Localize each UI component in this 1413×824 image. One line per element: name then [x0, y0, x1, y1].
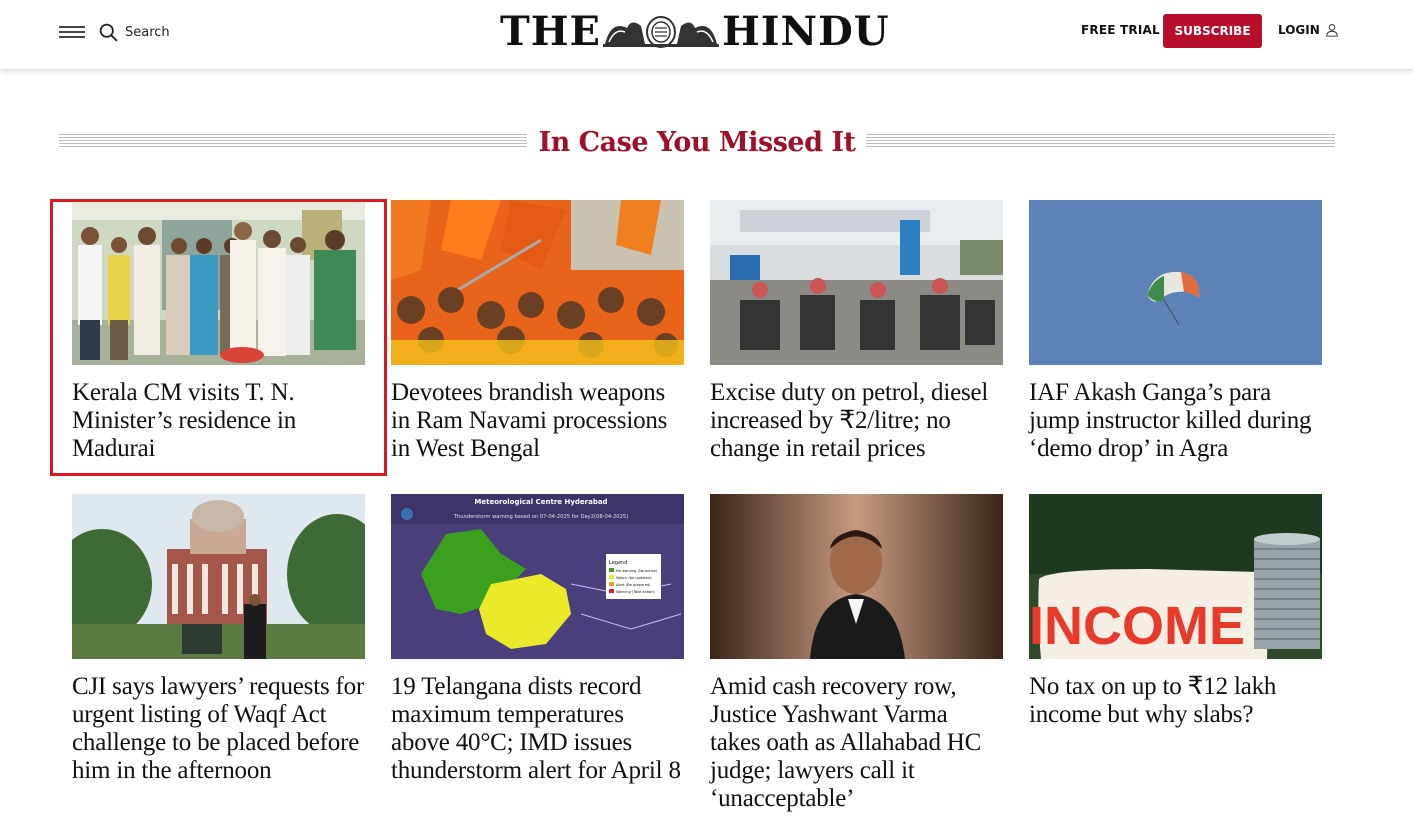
search-button[interactable]: [98, 21, 170, 43]
article-thumbnail[interactable]: [391, 200, 684, 365]
logo-text-right: HINDU: [722, 8, 890, 55]
article-thumbnail[interactable]: [391, 494, 684, 659]
free-trial-link[interactable]: FREE TRIAL: [1081, 23, 1160, 37]
article-thumbnail[interactable]: [72, 200, 365, 365]
legend-item: No warning (No action): [616, 569, 658, 573]
article-title[interactable]: 19 Telangana dists record maximum temperatures above 40°C; IMD issues thunderstorm alert for April 8: [391, 673, 681, 784]
article-thumbnail[interactable]: [72, 494, 365, 659]
article-title[interactable]: Kerala CM visits T. N. Minister’s residence in Madurai: [72, 379, 297, 462]
petrol-station-image: [710, 200, 1003, 365]
login-link[interactable]: [1278, 23, 1339, 37]
logo-text-left: THE: [500, 8, 602, 55]
weather-map-image: [391, 494, 684, 659]
legend-item: Watch (be updated): [616, 576, 652, 580]
section-title: In Case You Missed It: [538, 127, 856, 158]
article-card[interactable]: [710, 200, 1003, 463]
article-title[interactable]: CJI says lawyers’ requests for urgent listing of Waqf Act challenge to be placed before him in the afternoon: [72, 673, 365, 784]
site-header: [0, 0, 1413, 70]
article-thumbnail[interactable]: [710, 494, 1003, 659]
article-card[interactable]: [72, 494, 365, 785]
site-logo[interactable]: [500, 6, 892, 58]
article-thumbnail[interactable]: [710, 200, 1003, 365]
parachute-sky-image: [1029, 200, 1322, 365]
article-card[interactable]: [72, 200, 365, 463]
article-card[interactable]: [391, 200, 684, 463]
legend-item: Alert (Be prepared): [616, 583, 651, 587]
article-title[interactable]: IAF Akash Ganga’s para jump instructor killed during ‘demo drop’ in Agra: [1029, 379, 1312, 462]
crowd-procession-image: [391, 200, 684, 365]
income-text: INCOME: [1029, 596, 1245, 656]
income-coins-image: [1029, 494, 1322, 659]
user-icon: [1325, 23, 1339, 37]
group-photo-image: [72, 200, 365, 365]
article-thumbnail[interactable]: [1029, 494, 1322, 659]
article-title[interactable]: Devotees brandish weapons in Ram Navami processions in West Bengal: [391, 379, 668, 462]
supreme-court-image: [72, 494, 365, 659]
legend-title: Legend: [609, 560, 628, 566]
legend-item: Warning (Take action): [616, 590, 655, 594]
weather-map-title: Meteorological Centre Hyderabad: [474, 498, 608, 506]
article-title[interactable]: Excise duty on petrol, diesel increased by ₹2/litre; no change in retail prices: [710, 379, 989, 462]
article-card[interactable]: [1029, 200, 1322, 463]
search-icon: [98, 22, 119, 43]
weather-map-subtitle: Thunderstorm warning based on 07-04-2025 for Day2(08-04-2025): [453, 514, 629, 520]
judge-portrait-image: [710, 494, 1003, 659]
article-thumbnail[interactable]: [1029, 200, 1322, 365]
menu-icon[interactable]: [59, 24, 85, 40]
heading-rule-right: [866, 134, 1335, 148]
search-label: Search: [125, 24, 170, 40]
login-label: LOGIN: [1278, 23, 1320, 37]
heading-rule-left: [59, 134, 527, 148]
article-title[interactable]: No tax on up to ₹12 lakh income but why slabs?: [1029, 673, 1277, 728]
article-title[interactable]: Amid cash recovery row, Justice Yashwant Varma takes oath as Allahabad HC judge; lawyers call it ‘unacceptable’: [710, 673, 982, 812]
section-heading: [59, 124, 1335, 162]
article-card[interactable]: [710, 494, 1003, 813]
article-card[interactable]: [1029, 494, 1322, 729]
article-card[interactable]: [391, 494, 684, 785]
emblem-icon: [601, 14, 721, 50]
subscribe-button[interactable]: SUBSCRIBE: [1163, 14, 1262, 48]
